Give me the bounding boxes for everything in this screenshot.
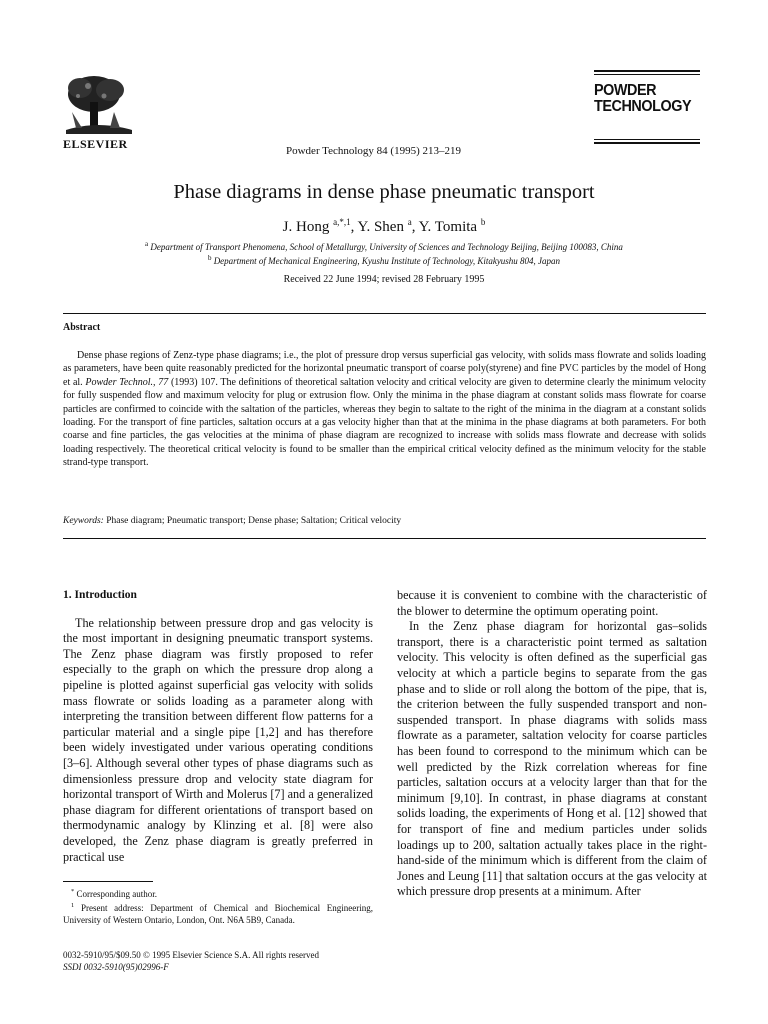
keywords-label: Keywords:	[63, 516, 104, 526]
publisher-name: ELSEVIER	[63, 137, 128, 151]
abstract-heading: Abstract	[63, 322, 101, 333]
body-paragraph: In the Zenz phase diagram for horizontal gas–solids transport, there is a characteristic point termed as saltation velocity. This velocity is often defined as the superficial gas velocity at which a particle begins to separate from the gas phase and to slide or roll along the bottom of the pipe, that is, the criterion between the fully suspended transport and non-suspended transport. In phase diagrams with solids mass flowrate as a parameter, saltation velocity for coarse particles has been found to correspond to the minimum which can be well predicted by the Rizk correlation whereas for fine particles, saltation occurs at a velocity larger than that for the minimum [9,10]. In contrast, in phase diagrams at constant solids loading, the experiments of Hong et al. [12] showed that for transport of fine and medium particles under solids loadings up to 200, saltation actually takes place in the right-hand-side of the minimum which is different from the claim of Jones and Leung [11] that saltation occurs at the gas velocity at which pressure drop presents at a minimum. After	[397, 619, 707, 899]
affiliation	[0, 240, 768, 252]
abstract-text	[63, 349, 706, 470]
journal-logo-text	[594, 82, 692, 115]
author-name: Y. Tomita	[418, 219, 478, 235]
affiliation-text: Department of Mechanical Engineering, Kyushu Institute of Technology, Kitakyushu 804, Japan	[213, 256, 561, 266]
elsevier-tree-logo-icon	[58, 72, 138, 136]
body-column-left	[63, 588, 373, 865]
keywords-text: Phase diagram; Pneumatic transport; Dense phase; Saltation; Critical velocity	[106, 516, 402, 526]
author-separator: ,	[411, 219, 419, 235]
author-name: Y. Shen	[357, 219, 404, 235]
footnote-text: Present address: Department of Chemical and Biochemical Engineering, University of Western Ontario, London, Ont. N6A 5B9, Canada.	[63, 903, 374, 925]
affiliation-mark: b	[207, 254, 212, 262]
author-marks: a	[407, 217, 412, 227]
abstract-top-rule	[63, 313, 706, 314]
body-paragraph: The relationship between pressure drop and gas velocity is the most important in designing pneumatic transport systems. The Zenz phase diagram was firstly proposed to refer especially to the graph on which the pressure drop along a pipeline is plotted against superficial gas velocity with solids mass flowrate or solids loading as a parameter along with interpreting the transition between different flow patterns for a particular material and a single pipe [1,2] and has therefore been widely investigated under various operating conditions [3–6]. Although several other types of phase diagrams such as dimensionless pressure drop and velocity state diagram for horizontal transport of Wirth and Molerus [7] and a generalized phase diagram for different orientations of transport based on thermodynamic analogy by Klinzing et al. [8] were also developed, the Zenz phase diagram is greatly preferred in practical use	[63, 615, 373, 864]
affiliation	[0, 254, 768, 266]
abstract-part1: Dense phase regions of Zenz-type phase diagrams; i.e., the plot of pressure drop versus superficial gas velocity, with solids mass flowrate and solids loading as parameters, have been quite reasonably predicted for the horizontal pneumatic transport of coarse poly(styrene) and fine PVC particles by the model of Hong et al.	[63, 350, 706, 388]
logo-rule-top	[594, 70, 700, 72]
logo-rule-top-thin	[594, 74, 700, 75]
footnote-address	[63, 900, 373, 926]
journal-citation: Powder Technology 84 (1995) 213–219	[286, 145, 462, 157]
affiliation-text: Department of Transport Phenomena, School of Metallurgy, University of Sciences and Technology Beijing, Beijing 100083, China	[150, 242, 623, 252]
abstract-bottom-rule	[63, 538, 706, 539]
journal-logo-line1: POWDER	[594, 82, 657, 99]
footnotes	[63, 886, 373, 926]
journal-logo-line2: TECHNOLOGY	[594, 98, 692, 115]
author-marks: b	[480, 217, 486, 227]
ssdi-line: SSDI 0032-5910(95)02996-F	[63, 962, 169, 972]
section-heading: 1. Introduction	[63, 589, 137, 601]
footnote-mark: 1	[71, 902, 75, 909]
affiliation-mark: a	[145, 240, 149, 248]
author-marks: a,*,1	[333, 217, 351, 227]
body-paragraph: because it is convenient to combine with the characteristic of the blower to determine the optimum operating point.	[397, 588, 707, 618]
logo-rule-bottom-thin	[594, 139, 700, 140]
keywords	[63, 516, 401, 526]
author-name: J. Hong	[282, 219, 330, 235]
footnote-corresponding	[63, 886, 373, 900]
footnote-text: Corresponding author.	[76, 889, 157, 899]
author-list	[0, 217, 768, 236]
footnote-rule	[63, 881, 153, 882]
article-title: Phase diagrams in dense phase pneumatic transport	[173, 181, 595, 203]
logo-rule-bottom	[594, 142, 700, 144]
received-dates: Received 22 June 1994; revised 28 February 1995	[283, 274, 485, 285]
author-separator: ,	[350, 219, 358, 235]
copyright-block	[63, 949, 373, 973]
body-column-right	[397, 588, 707, 900]
footnote-mark: *	[71, 888, 75, 895]
abstract-journal-ref: Powder Technol., 77	[85, 376, 169, 388]
journal-logo	[594, 70, 700, 144]
copyright-line: 0032-5910/95/$09.50 © 1995 Elsevier Science S.A. All rights reserved	[63, 950, 320, 960]
abstract-part2: (1993) 107. The definitions of theoretical saltation velocity and critical velocity are given to determine clearly the minimum velocity for fully suspended flow and maximum velocity for plug or extrusion flow. Only the minima in the phase diagram at constant solids mass flowrate for coarse particles are confirmed to coincide with the saltation of the particles, whereas they begin to saltate to the right of the minima in the diagram at a constant solids loading. For the transport of fine particles, saltation occurs at a gas velocity higher than that at the minima in the phase diagrams at both parameters. For both coarse and fine particles, the gas velocities at the minima of phase diagram are recognized to increase with solids mass flowrate and decrease with solids loading respectively. The theoretical critical velocity is found to be smaller than the empirical critical velocity defined as the minimum velocity for the stable strand-type transport.	[63, 376, 706, 469]
